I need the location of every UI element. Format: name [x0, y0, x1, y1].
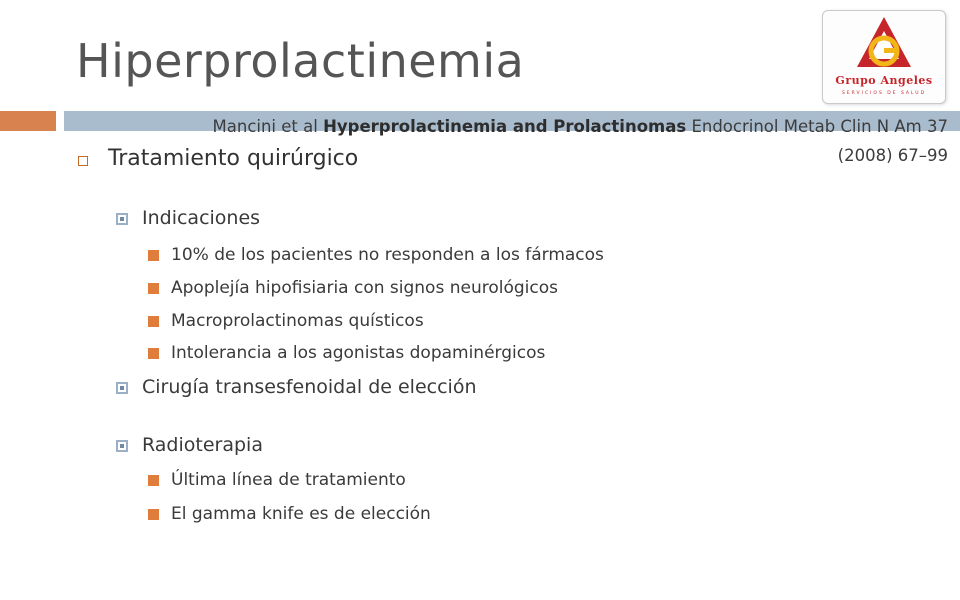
list-item-text: 10% de los pacientes no responden a los fármacos [171, 245, 604, 265]
grupo-angeles-logo-mark [823, 11, 945, 75]
citation-article: Hyperprolactinemia and Prolactinomas [323, 117, 687, 136]
grupo-angeles-logo [822, 10, 946, 104]
hollow-square-bullet-icon [78, 156, 88, 166]
list-item-text: Macroprolactinomas quísticos [171, 311, 424, 331]
filled-square-bullet-icon [148, 509, 159, 520]
filled-square-bullet-icon [148, 283, 159, 294]
list-item-text: El gamma knife es de elección [171, 504, 431, 524]
citation-authors: Mancini et al [212, 117, 318, 136]
logo-name: Grupo Angeles [835, 74, 933, 87]
list-item-text: Última línea de tratamiento [171, 470, 406, 490]
citation-journal: Endocrinol Metab Clin N Am 37 [691, 117, 948, 136]
logo-subtitle: SERVICIOS DE SALUD [841, 91, 927, 96]
slide-title: Hiperprolactinemia [76, 34, 525, 88]
square-bullet-icon [116, 213, 128, 225]
heading-text: Tratamiento quirúrgico [108, 146, 359, 171]
title-underline-orange [0, 111, 56, 131]
filled-square-bullet-icon [148, 316, 159, 327]
filled-square-bullet-icon [148, 348, 159, 359]
filled-square-bullet-icon [148, 250, 159, 261]
list-item-text: Intolerancia a los agonistas dopaminérgicos [171, 343, 546, 363]
square-bullet-icon [116, 440, 128, 452]
indicaciones-label: Indicaciones [142, 207, 261, 229]
filled-square-bullet-icon [148, 475, 159, 486]
citation-year-pages: (2008) 67–99 [837, 146, 948, 165]
radioterapia-label: Radioterapia [142, 434, 263, 456]
list-item-text: Apoplejía hipofisiaria con signos neurológicos [171, 278, 558, 298]
square-bullet-icon [116, 382, 128, 394]
cirugia-text: Cirugía transesfenoidal de elección [142, 376, 477, 398]
